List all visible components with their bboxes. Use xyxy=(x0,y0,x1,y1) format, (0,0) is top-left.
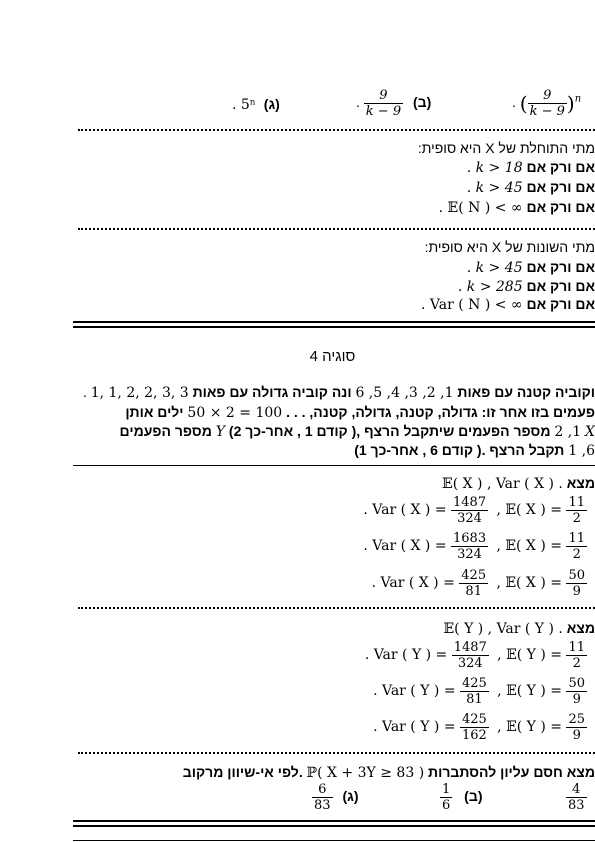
option-g xyxy=(232,96,280,113)
finite-mean-opt1: . k > 18 אם ורק אם xyxy=(466,159,595,176)
qx-option-3: . Var ( X ) = $\frac{425}{81}$ , 𝔼( X ) = $\frac{50}{9}$ xyxy=(371,568,585,599)
option-b xyxy=(356,88,431,119)
option-a: . ( $\frac{9}{k - 9}$ )$^n$ xyxy=(512,88,582,119)
qbound-prompt: לפי אי-שיוון מרקוב. ℙ( X + 3Y ≥ 83 ) מצא חסם עליון להסתברות xyxy=(182,764,595,781)
option-a-dot: . xyxy=(512,94,516,111)
intro-line-3: מספר הפעמים Y (קודם 1 , אחר-כך 2 ), 1, 2 מספר הפעמים שיתקבל הרצף X xyxy=(119,423,595,440)
section-rule xyxy=(73,820,595,822)
intro-line-2: פעמים בזו אחר זו: גדולה, קטנה, גדולה, קטנה, . . . 100 = 2 × 50 ילים אותן xyxy=(125,404,595,421)
qx-option-2: . Var ( X ) = $\frac{1683}{324}$ , 𝔼( X ) = $\frac{11}{2}$ xyxy=(363,531,585,562)
divider xyxy=(78,752,595,754)
divider xyxy=(78,228,595,230)
qbound-option-a: $\frac{4}{83}$ xyxy=(568,782,585,813)
section-rule xyxy=(73,465,595,466)
finite-mean-opt2: . k > 45 אם ורק אם xyxy=(466,179,595,196)
section-rule xyxy=(73,825,595,827)
option-g-expr: . 5ⁿ xyxy=(232,97,256,113)
divider xyxy=(78,129,595,131)
section-rule xyxy=(73,321,595,323)
qx-option-1: . Var ( X ) = $\frac{1487}{324}$ , 𝔼( X ) = $\frac{11}{2}$ xyxy=(363,495,585,526)
divider xyxy=(78,607,595,609)
section-rule xyxy=(73,326,595,328)
option-a-exponent: n xyxy=(574,93,582,105)
finite-var-opt3: . Var ( N ) < ∞ אם ורק אם xyxy=(421,296,595,313)
section-rule xyxy=(73,840,595,841)
intro-line-1: . 1, 1, 2, 2, 3, 3 וקוביה קטנה עם פאות 1, 2, 3, 4, 5, 6 ונה קוביה גדולה עם פאות xyxy=(82,384,595,401)
option-b-fraction: $\frac{9}{k - 9}$ xyxy=(365,88,402,119)
intro-line-4: (קודם 6 , אחר-כך 1 ). 6, 1 תקבל הרצף xyxy=(354,442,595,459)
qy-option-1: . Var ( Y ) = $\frac{1487}{324}$ , 𝔼( Y ) = $\frac{11}{2}$ xyxy=(364,640,585,671)
finite-var-opt2: . k > 285 אם ורק אם xyxy=(457,278,595,295)
finite-mean-opt3: . 𝔼( N ) < ∞ אם ורק אם xyxy=(438,199,595,216)
option-b-label: (ב) xyxy=(412,94,432,111)
finite-var-question: מתי השונות של X היא סופית: xyxy=(424,239,595,255)
qx-prompt: 𝔼( X ) , Var ( X ) . מצא xyxy=(442,475,595,492)
qy-option-3: . Var ( Y ) = $\frac{425}{162}$ , 𝔼( Y ) = $\frac{25}{9}$ xyxy=(373,712,585,743)
finite-mean-question: מתי התוחלת של X היא סופית: xyxy=(417,140,595,156)
section-title: סוגיה 4 xyxy=(309,348,356,365)
option-g-label: (ג) xyxy=(263,96,280,112)
qbound-option-b: $\frac{1}{6}$ (ב) xyxy=(442,782,483,813)
option-a-fraction: $\frac{9}{k - 9}$ xyxy=(529,88,565,119)
option-b-dot: . xyxy=(356,94,360,111)
qy-prompt: 𝔼( Y ) , Var ( Y ) . מצא xyxy=(443,620,595,637)
qbound-option-g: $\frac{6}{83}$ (ג) xyxy=(314,782,359,813)
finite-var-opt1: . k > 45 אם ורק אם xyxy=(466,259,595,276)
qy-option-2: . Var ( Y ) = $\frac{425}{81}$ , 𝔼( Y ) = $\frac{50}{9}$ xyxy=(373,676,585,707)
